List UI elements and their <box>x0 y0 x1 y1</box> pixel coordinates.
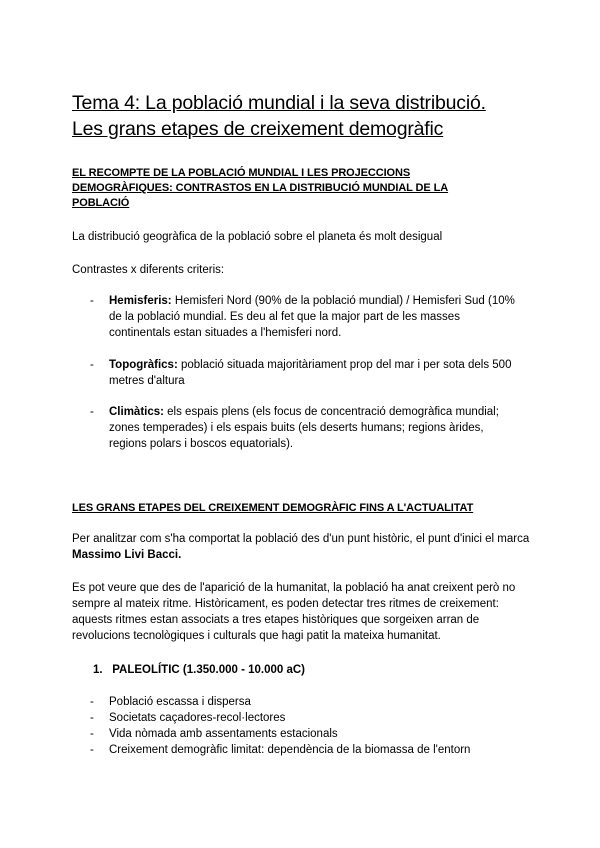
section-1-heading-line-1: EL RECOMPTE DE LA POBLACIÓ MUNDIAL I LES PROJECCIONS <box>72 167 411 179</box>
bullet-label: Hemisferis: <box>109 295 172 307</box>
bullet-dash: - <box>90 406 94 418</box>
bullet-dash: - <box>90 696 94 708</box>
author-name: Massimo Livi Bacci. <box>72 549 182 561</box>
bullet-text: Hemisferi Nord (90% de la població mundial) / Hemisferi Sud (10% de la població mundial. Es deu al fet que la major part de les masses continentals estan situades a l'hemisferi nord. <box>109 295 515 339</box>
bullet-dash: - <box>90 295 94 307</box>
bullet-text: població situada majoritàriament prop del mar i per sota dels 500 metres d'altura <box>109 359 512 387</box>
section-1-heading-line-2: DEMOGRÀFIQUES: CONTRASTOS EN LA DISTRIBUCIÓ MUNDIAL DE LA <box>72 182 449 194</box>
para-1-text: Per analitzar com s'ha comportat la població des d'un punt històric, el punt d'inici el marca <box>72 533 530 545</box>
list-number: 1. <box>93 664 103 676</box>
bullet-label: Climàtics: <box>109 406 164 418</box>
bullet-dash: - <box>90 712 94 724</box>
page-title-line-2: Les grans etapes de creixement demogràfic <box>72 118 444 140</box>
list-item-text: Societats caçadores-recol·lectores <box>109 712 286 724</box>
section-2-para-1 <box>72 531 532 563</box>
section-2-para-2: Es pot veure que des de l'aparició de la humanitat, la població ha anat creixent però no sempre al mateix ritme. Històricament, es poden detectar tres ritmes de creixement: aquests ritmes estan associats a tres etapes històriques que sorgeixen arran de revolucions tecnològiques i culturals que hagi patit la mateixa humanitat. <box>72 582 516 642</box>
bullet-dash: - <box>90 744 94 756</box>
bullet-dash: - <box>90 359 94 371</box>
list-item-text: Creixement demogràfic limitat: dependència de la biomassa de l'entorn <box>109 744 471 756</box>
section-1-intro: La distribució geogràfica de la població sobre el planeta és molt desigual <box>72 231 443 243</box>
page-title <box>72 90 542 142</box>
bullet-label: Topogràfics: <box>109 359 178 371</box>
criteria-intro: Contrastes x diferents criteris: <box>72 264 225 276</box>
section-2-heading: LES GRANS ETAPES DEL CREIXEMENT DEMOGRÀFIC FINS A L'ACTUALITAT <box>72 502 474 514</box>
numbered-item-label: PALEOLÍTIC (1.350.000 - 10.000 aC) <box>112 664 306 676</box>
section-1-heading <box>72 166 532 211</box>
bullet-dash: - <box>90 728 94 740</box>
list-item-text: Vida nòmada amb assentaments estacionals <box>109 728 338 740</box>
list-item-text: Població escassa i dispersa <box>109 696 251 708</box>
bullet-text: els espais plens (els focus de concentració demogràfica mundial; zones temperades) i els espais buits (els deserts humans; regions àrides, regions polars i boscos equatorials). <box>109 406 499 450</box>
numbered-item-paleolitic <box>93 662 305 678</box>
section-1-heading-line-3: POBLACIÓ <box>72 197 130 209</box>
page-title-line-1: Tema 4: La població mundial i la seva distribució. <box>72 92 486 114</box>
